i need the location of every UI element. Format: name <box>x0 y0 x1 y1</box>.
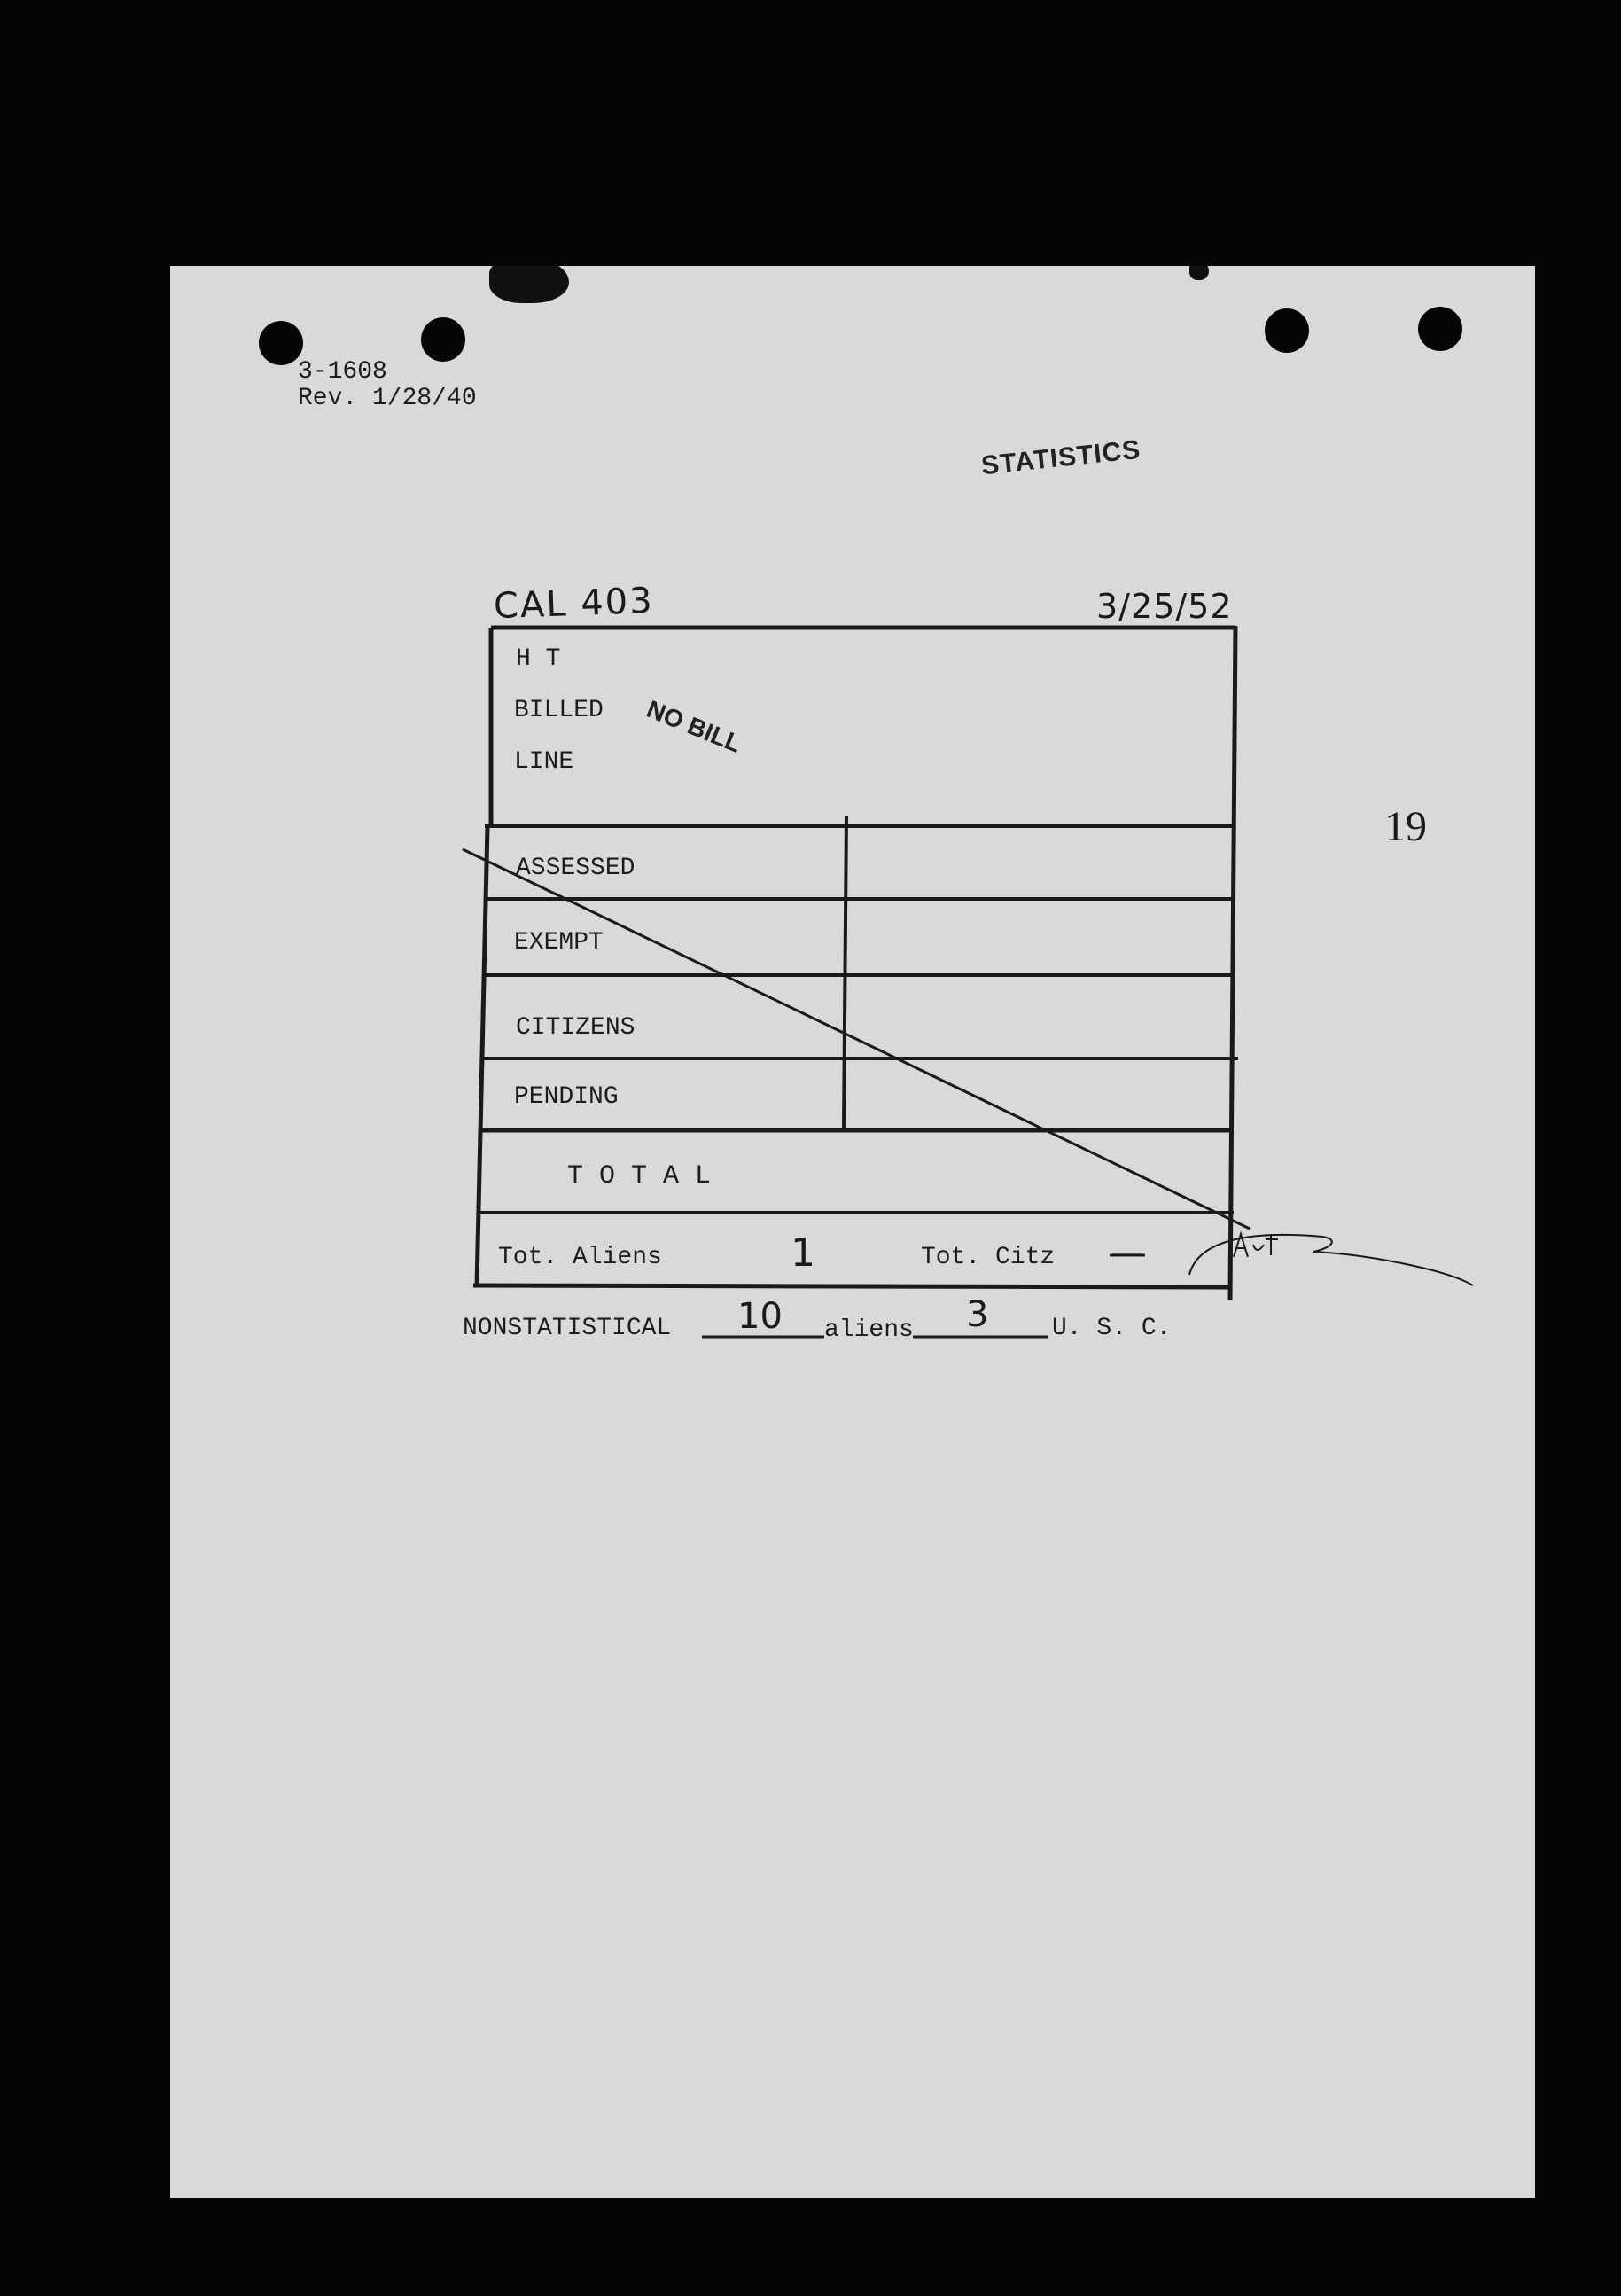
statistics-stamp: STATISTICS <box>979 434 1142 481</box>
row-label-exempt: EXEMPT <box>514 929 604 957</box>
row-label-citizens: CITIZENS <box>516 1014 635 1042</box>
tot-citz-label: Tot. Citz <box>921 1244 1056 1271</box>
billed-label: BILLED <box>514 697 604 724</box>
form-grid <box>170 266 1535 2198</box>
aliens-label: aliens <box>824 1316 914 1344</box>
usc-label: U. S. C. <box>1052 1315 1172 1342</box>
total-label: T O T A L <box>567 1161 712 1191</box>
document-page <box>170 266 1535 2198</box>
nonstatistical-label: NONSTATISTICAL <box>463 1315 672 1342</box>
tot-aliens-value: 1 <box>791 1230 815 1276</box>
form-number: 3-1608 <box>298 358 387 386</box>
row-label-pending: PENDING <box>514 1083 619 1111</box>
ht-label: H T <box>516 645 561 673</box>
line-label: LINE <box>514 748 574 776</box>
record-date: 3/25/52 <box>1096 587 1233 626</box>
nonstatistical-usc-value: 3 <box>966 1294 989 1335</box>
port-code: CAL 403 <box>493 580 655 628</box>
form-revision: Rev. 1/28/40 <box>298 385 477 412</box>
page-number: 19 <box>1384 803 1427 850</box>
no-bill-stamp: NO BILL <box>643 695 745 758</box>
tot-citz-value: — <box>1108 1230 1147 1276</box>
row-label-assessed: ASSESSED <box>516 855 635 882</box>
tot-aliens-label: Tot. Aliens <box>498 1244 662 1271</box>
nonstatistical-aliens-value: 10 <box>737 1296 783 1337</box>
